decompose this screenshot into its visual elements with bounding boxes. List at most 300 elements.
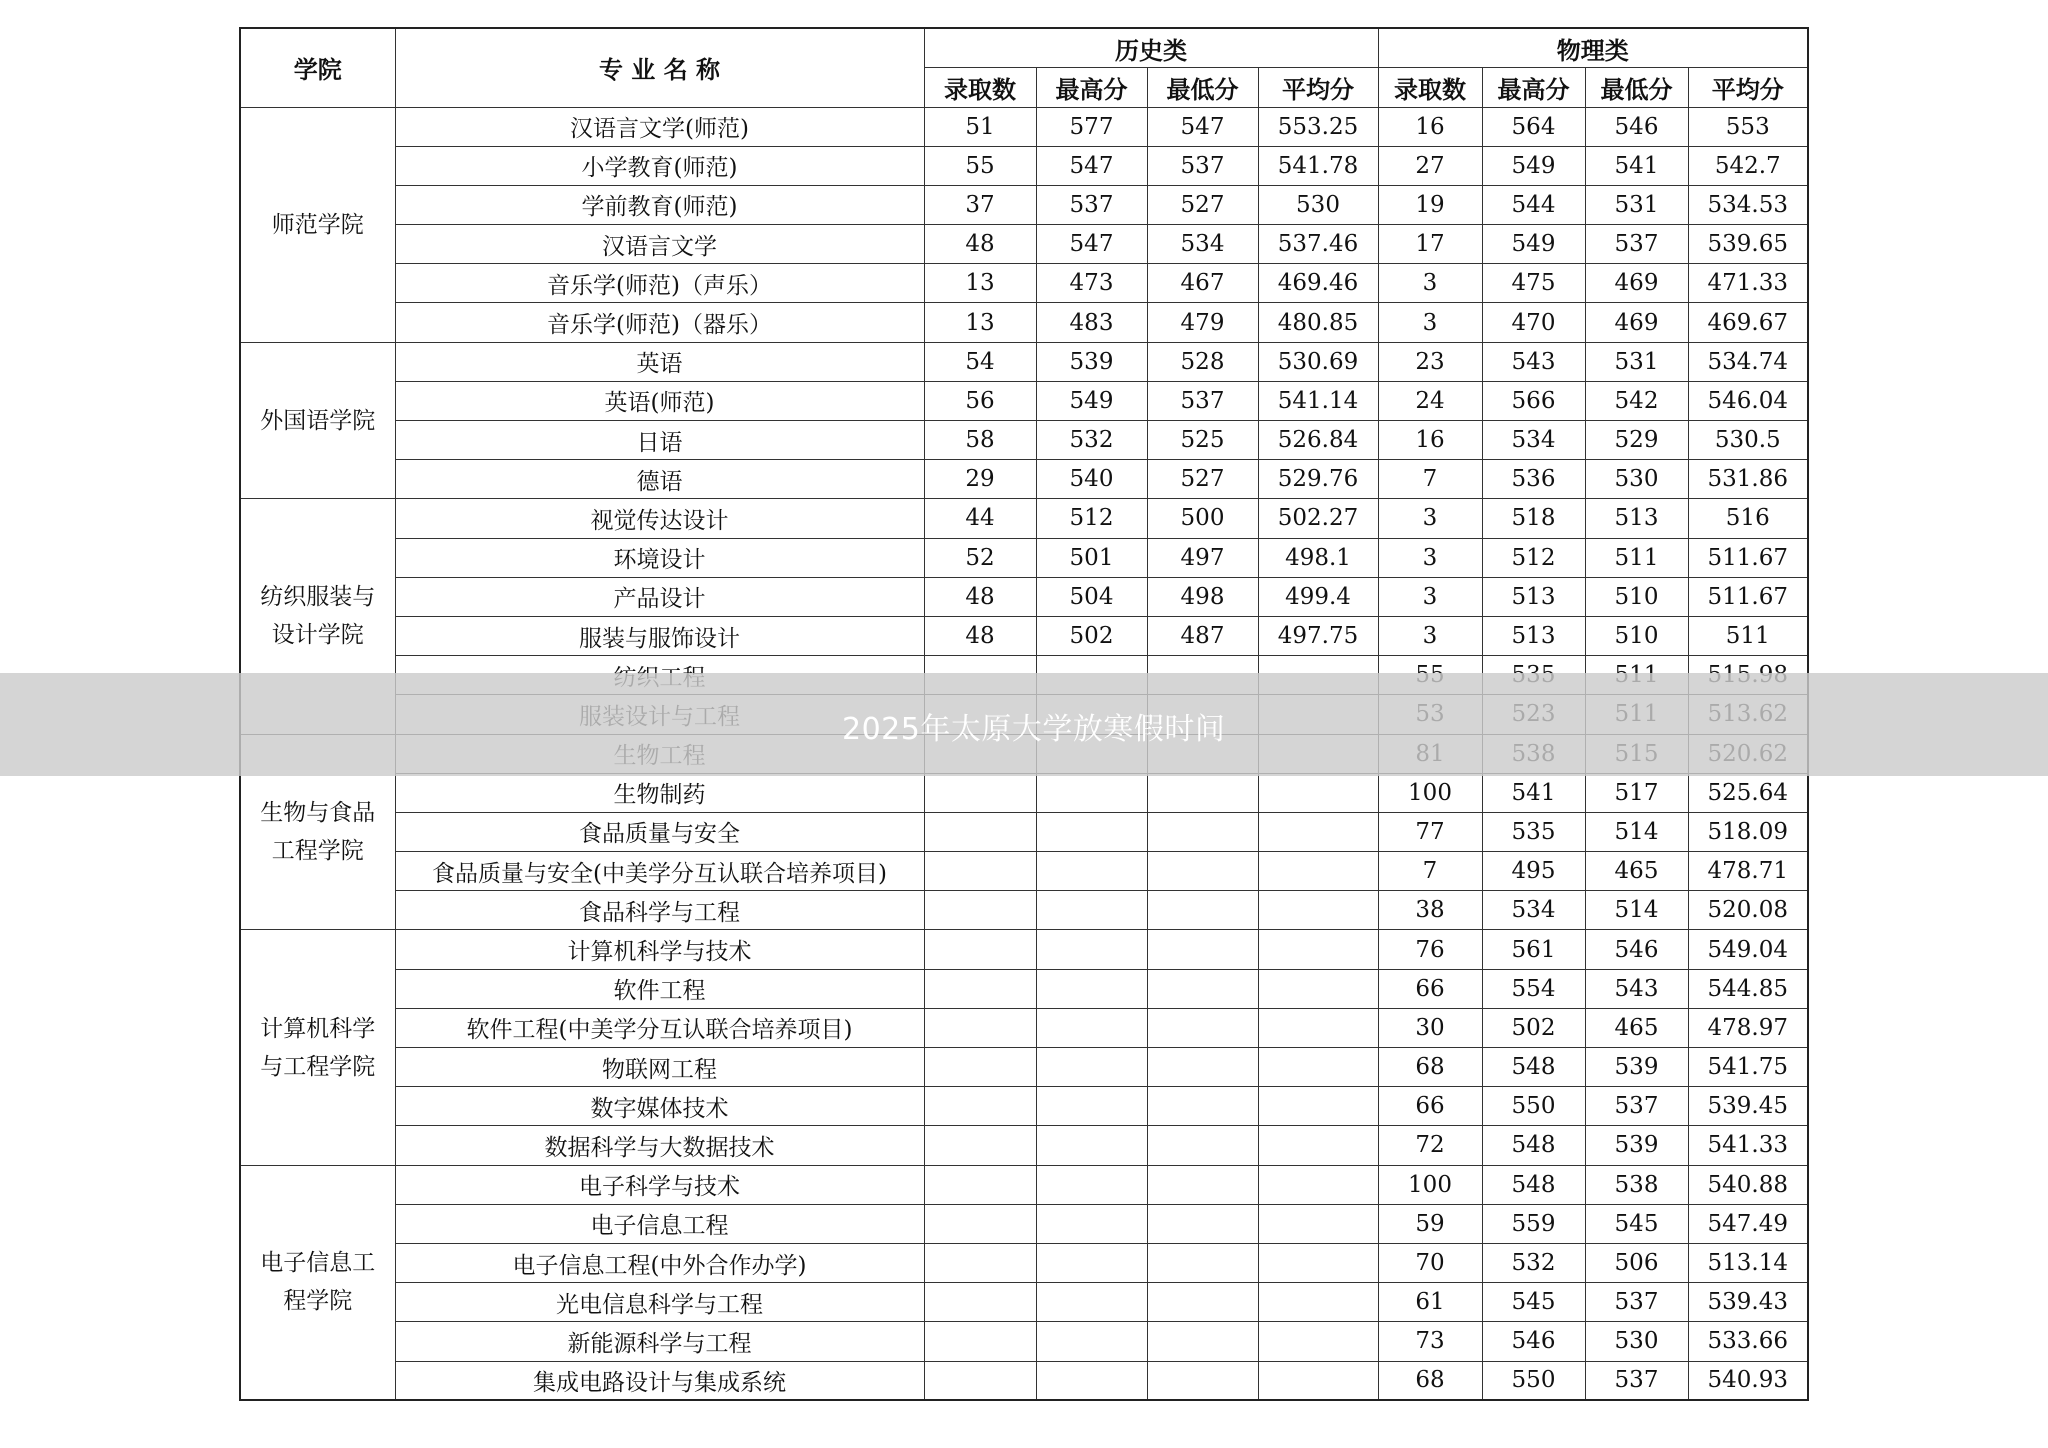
table-row (240, 421, 1808, 460)
history-admitted-cell (924, 930, 1036, 969)
physics-admitted-cell: 3 (1378, 264, 1482, 303)
header-major: 专 业 名 称 (395, 28, 924, 107)
history-avg-cell: 553.25 (1258, 107, 1378, 146)
physics-max-cell: 545 (1482, 1283, 1585, 1322)
physics-max-cell: 502 (1482, 1008, 1585, 1047)
physics-admitted-cell: 38 (1378, 891, 1482, 930)
header-history-max: 最高分 (1036, 68, 1147, 108)
history-min-cell (1147, 1361, 1258, 1400)
physics-avg-cell: 478.97 (1688, 1008, 1808, 1047)
physics-max-cell: 554 (1482, 969, 1585, 1008)
table-row (240, 852, 1808, 891)
physics-avg-cell: 541.75 (1688, 1048, 1808, 1087)
major-cell: 电子信息工程 (395, 1204, 924, 1243)
table-row (240, 1126, 1808, 1165)
physics-admitted-cell: 3 (1378, 616, 1482, 655)
history-max-cell (1036, 1087, 1147, 1126)
physics-avg-cell: 525.64 (1688, 773, 1808, 812)
history-admitted-cell (924, 1008, 1036, 1047)
physics-admitted-cell: 3 (1378, 538, 1482, 577)
physics-avg-cell: 539.65 (1688, 225, 1808, 264)
physics-admitted-cell: 27 (1378, 146, 1482, 185)
history-min-cell: 479 (1147, 303, 1258, 342)
table-row (240, 225, 1808, 264)
history-max-cell: 547 (1036, 146, 1147, 185)
history-max-cell: 501 (1036, 538, 1147, 577)
table-row (240, 577, 1808, 616)
history-min-cell (1147, 773, 1258, 812)
history-min-cell (1147, 812, 1258, 851)
history-min-cell (1147, 1243, 1258, 1282)
major-cell: 汉语言文学 (395, 225, 924, 264)
physics-max-cell: 559 (1482, 1204, 1585, 1243)
physics-min-cell: 537 (1585, 1087, 1688, 1126)
physics-min-cell: 538 (1585, 1165, 1688, 1204)
physics-admitted-cell: 70 (1378, 1243, 1482, 1282)
history-min-cell: 500 (1147, 499, 1258, 538)
physics-max-cell: 518 (1482, 499, 1585, 538)
physics-admitted-cell: 66 (1378, 969, 1482, 1008)
physics-avg-cell: 531.86 (1688, 460, 1808, 499)
physics-min-cell: 531 (1585, 342, 1688, 381)
physics-max-cell: 548 (1482, 1165, 1585, 1204)
header-history-min: 最低分 (1147, 68, 1258, 108)
physics-avg-cell: 520.08 (1688, 891, 1808, 930)
physics-max-cell: 535 (1482, 812, 1585, 851)
history-min-cell (1147, 852, 1258, 891)
history-admitted-cell (924, 891, 1036, 930)
header-physics-group: 物理类 (1378, 28, 1808, 68)
history-max-cell: 549 (1036, 381, 1147, 420)
history-max-cell: 547 (1036, 225, 1147, 264)
physics-avg-cell: 516 (1688, 499, 1808, 538)
major-cell: 软件工程(中美学分互认联合培养项目) (395, 1008, 924, 1047)
physics-min-cell: 541 (1585, 146, 1688, 185)
physics-max-cell: 513 (1482, 616, 1585, 655)
history-avg-cell (1258, 1087, 1378, 1126)
history-admitted-cell: 48 (924, 616, 1036, 655)
physics-avg-cell: 533.66 (1688, 1322, 1808, 1361)
table-row (240, 146, 1808, 185)
physics-admitted-cell: 77 (1378, 812, 1482, 851)
history-min-cell (1147, 1048, 1258, 1087)
history-avg-cell: 497.75 (1258, 616, 1378, 655)
history-avg-cell (1258, 1008, 1378, 1047)
table-row (240, 1048, 1808, 1087)
physics-min-cell: 510 (1585, 577, 1688, 616)
major-cell: 音乐学(师范)（声乐） (395, 264, 924, 303)
history-admitted-cell (924, 1048, 1036, 1087)
history-avg-cell: 502.27 (1258, 499, 1378, 538)
history-avg-cell (1258, 930, 1378, 969)
history-avg-cell: 537.46 (1258, 225, 1378, 264)
table-row (240, 381, 1808, 420)
history-max-cell: 512 (1036, 499, 1147, 538)
history-avg-cell (1258, 1048, 1378, 1087)
history-admitted-cell: 52 (924, 538, 1036, 577)
table-row (240, 107, 1808, 146)
history-avg-cell: 529.76 (1258, 460, 1378, 499)
major-cell: 服装与服饰设计 (395, 616, 924, 655)
history-admitted-cell (924, 1243, 1036, 1282)
table-row (240, 1087, 1808, 1126)
physics-max-cell: 549 (1482, 146, 1585, 185)
college-cell: 电子信息工程学院 (240, 1165, 395, 1400)
physics-max-cell: 548 (1482, 1048, 1585, 1087)
physics-max-cell: 534 (1482, 891, 1585, 930)
physics-min-cell: 530 (1585, 460, 1688, 499)
physics-admitted-cell: 16 (1378, 107, 1482, 146)
table-row (240, 342, 1808, 381)
physics-avg-cell: 546.04 (1688, 381, 1808, 420)
physics-avg-cell: 544.85 (1688, 969, 1808, 1008)
history-max-cell: 473 (1036, 264, 1147, 303)
physics-min-cell: 545 (1585, 1204, 1688, 1243)
history-min-cell (1147, 1322, 1258, 1361)
history-min-cell: 547 (1147, 107, 1258, 146)
table-row (240, 616, 1808, 655)
history-max-cell: 577 (1036, 107, 1147, 146)
table-row (240, 969, 1808, 1008)
physics-admitted-cell: 59 (1378, 1204, 1482, 1243)
history-admitted-cell: 48 (924, 577, 1036, 616)
history-min-cell (1147, 1008, 1258, 1047)
physics-max-cell: 564 (1482, 107, 1585, 146)
physics-admitted-cell: 7 (1378, 852, 1482, 891)
history-min-cell: 527 (1147, 460, 1258, 499)
college-cell: 生物与食品工程学院 (240, 734, 395, 930)
physics-max-cell: 495 (1482, 852, 1585, 891)
table-row (240, 1283, 1808, 1322)
physics-min-cell: 465 (1585, 852, 1688, 891)
history-avg-cell (1258, 1283, 1378, 1322)
table-row (240, 1008, 1808, 1047)
history-max-cell (1036, 812, 1147, 851)
physics-min-cell: 469 (1585, 264, 1688, 303)
history-min-cell (1147, 1087, 1258, 1126)
header-college: 学院 (240, 28, 395, 107)
banner-text[interactable]: 2025年太原大学放寒假时间 (842, 712, 1226, 747)
header-history-admitted: 录取数 (924, 68, 1036, 108)
major-cell: 汉语言文学(师范) (395, 107, 924, 146)
physics-admitted-cell: 100 (1378, 1165, 1482, 1204)
physics-min-cell: 529 (1585, 421, 1688, 460)
history-admitted-cell: 29 (924, 460, 1036, 499)
history-min-cell (1147, 1204, 1258, 1243)
major-cell: 光电信息科学与工程 (395, 1283, 924, 1322)
physics-avg-cell: 540.93 (1688, 1361, 1808, 1400)
history-min-cell: 534 (1147, 225, 1258, 264)
major-cell: 音乐学(师范)（器乐） (395, 303, 924, 342)
physics-max-cell: 534 (1482, 421, 1585, 460)
history-min-cell (1147, 1283, 1258, 1322)
history-max-cell (1036, 1165, 1147, 1204)
history-avg-cell (1258, 1243, 1378, 1282)
physics-admitted-cell: 30 (1378, 1008, 1482, 1047)
physics-admitted-cell: 68 (1378, 1361, 1482, 1400)
major-cell: 产品设计 (395, 577, 924, 616)
physics-min-cell: 542 (1585, 381, 1688, 420)
physics-avg-cell: 534.53 (1688, 185, 1808, 224)
history-avg-cell: 480.85 (1258, 303, 1378, 342)
history-admitted-cell: 44 (924, 499, 1036, 538)
table-row (240, 460, 1808, 499)
table-row (240, 1165, 1808, 1204)
history-avg-cell (1258, 969, 1378, 1008)
physics-admitted-cell: 61 (1378, 1283, 1482, 1322)
history-avg-cell (1258, 773, 1378, 812)
history-admitted-cell: 56 (924, 381, 1036, 420)
physics-avg-cell: 511.67 (1688, 577, 1808, 616)
physics-avg-cell: 513.14 (1688, 1243, 1808, 1282)
physics-admitted-cell: 7 (1378, 460, 1482, 499)
physics-max-cell: 512 (1482, 538, 1585, 577)
table-row (240, 538, 1808, 577)
table-row (240, 773, 1808, 812)
history-admitted-cell: 58 (924, 421, 1036, 460)
major-cell: 英语 (395, 342, 924, 381)
physics-avg-cell: 549.04 (1688, 930, 1808, 969)
physics-max-cell: 548 (1482, 1126, 1585, 1165)
history-max-cell (1036, 1126, 1147, 1165)
physics-min-cell: 513 (1585, 499, 1688, 538)
physics-avg-cell: 542.7 (1688, 146, 1808, 185)
history-avg-cell (1258, 1361, 1378, 1400)
major-cell: 食品质量与安全 (395, 812, 924, 851)
physics-max-cell: 543 (1482, 342, 1585, 381)
history-avg-cell (1258, 1126, 1378, 1165)
major-cell: 环境设计 (395, 538, 924, 577)
table-row (240, 1322, 1808, 1361)
history-min-cell (1147, 1165, 1258, 1204)
history-avg-cell: 530 (1258, 185, 1378, 224)
major-cell: 食品质量与安全(中美学分互认联合培养项目) (395, 852, 924, 891)
physics-admitted-cell: 23 (1378, 342, 1482, 381)
physics-admitted-cell: 66 (1378, 1087, 1482, 1126)
history-min-cell: 537 (1147, 381, 1258, 420)
physics-max-cell: 541 (1482, 773, 1585, 812)
physics-admitted-cell: 19 (1378, 185, 1482, 224)
history-admitted-cell (924, 1126, 1036, 1165)
history-max-cell: 539 (1036, 342, 1147, 381)
physics-max-cell: 475 (1482, 264, 1585, 303)
history-admitted-cell: 48 (924, 225, 1036, 264)
table-row (240, 1204, 1808, 1243)
history-max-cell (1036, 1204, 1147, 1243)
physics-max-cell: 546 (1482, 1322, 1585, 1361)
physics-admitted-cell: 100 (1378, 773, 1482, 812)
header-history-avg: 平均分 (1258, 68, 1378, 108)
history-admitted-cell (924, 969, 1036, 1008)
history-max-cell (1036, 930, 1147, 969)
physics-max-cell: 470 (1482, 303, 1585, 342)
physics-avg-cell: 553 (1688, 107, 1808, 146)
history-admitted-cell: 13 (924, 303, 1036, 342)
history-admitted-cell (924, 1361, 1036, 1400)
header-history-group: 历史类 (924, 28, 1378, 68)
header-physics-avg: 平均分 (1688, 68, 1808, 108)
history-max-cell: 504 (1036, 577, 1147, 616)
physics-max-cell: 550 (1482, 1361, 1585, 1400)
physics-min-cell: 517 (1585, 773, 1688, 812)
physics-avg-cell: 539.45 (1688, 1087, 1808, 1126)
history-avg-cell (1258, 852, 1378, 891)
history-admitted-cell (924, 1087, 1036, 1126)
major-cell: 软件工程 (395, 969, 924, 1008)
history-admitted-cell: 51 (924, 107, 1036, 146)
physics-avg-cell: 511 (1688, 616, 1808, 655)
history-max-cell: 532 (1036, 421, 1147, 460)
physics-max-cell: 532 (1482, 1243, 1585, 1282)
physics-admitted-cell: 68 (1378, 1048, 1482, 1087)
history-min-cell: 487 (1147, 616, 1258, 655)
major-cell: 集成电路设计与集成系统 (395, 1361, 924, 1400)
history-max-cell: 537 (1036, 185, 1147, 224)
history-min-cell: 497 (1147, 538, 1258, 577)
history-avg-cell (1258, 812, 1378, 851)
physics-avg-cell: 540.88 (1688, 1165, 1808, 1204)
college-cell: 纺织服装与设计学院 (240, 499, 395, 734)
history-min-cell (1147, 1126, 1258, 1165)
physics-admitted-cell: 76 (1378, 930, 1482, 969)
major-cell: 物联网工程 (395, 1048, 924, 1087)
history-max-cell: 502 (1036, 616, 1147, 655)
history-admitted-cell (924, 852, 1036, 891)
table-row (240, 891, 1808, 930)
history-max-cell (1036, 1283, 1147, 1322)
table-row (240, 264, 1808, 303)
history-admitted-cell (924, 1283, 1036, 1322)
history-max-cell (1036, 891, 1147, 930)
history-max-cell (1036, 1008, 1147, 1047)
physics-max-cell: 566 (1482, 381, 1585, 420)
physics-min-cell: 531 (1585, 185, 1688, 224)
history-avg-cell (1258, 1204, 1378, 1243)
physics-admitted-cell: 24 (1378, 381, 1482, 420)
physics-min-cell: 539 (1585, 1126, 1688, 1165)
major-cell: 电子信息工程(中外合作办学) (395, 1243, 924, 1282)
physics-avg-cell: 541.33 (1688, 1126, 1808, 1165)
physics-min-cell: 506 (1585, 1243, 1688, 1282)
physics-avg-cell: 469.67 (1688, 303, 1808, 342)
physics-min-cell: 546 (1585, 930, 1688, 969)
history-admitted-cell (924, 1165, 1036, 1204)
history-admitted-cell (924, 773, 1036, 812)
history-min-cell: 527 (1147, 185, 1258, 224)
history-min-cell: 528 (1147, 342, 1258, 381)
table-row (240, 812, 1808, 851)
major-cell: 电子科学与技术 (395, 1165, 924, 1204)
history-max-cell (1036, 1361, 1147, 1400)
physics-min-cell: 530 (1585, 1322, 1688, 1361)
history-max-cell: 483 (1036, 303, 1147, 342)
major-cell: 小学教育(师范) (395, 146, 924, 185)
physics-admitted-cell: 3 (1378, 303, 1482, 342)
physics-admitted-cell: 3 (1378, 577, 1482, 616)
physics-min-cell: 510 (1585, 616, 1688, 655)
table-row (240, 1361, 1808, 1400)
physics-avg-cell: 530.5 (1688, 421, 1808, 460)
table-row (240, 1243, 1808, 1282)
history-avg-cell (1258, 1322, 1378, 1361)
table-row (240, 499, 1808, 538)
college-cell: 外国语学院 (240, 342, 395, 499)
physics-min-cell: 514 (1585, 891, 1688, 930)
history-max-cell (1036, 1048, 1147, 1087)
physics-avg-cell: 539.43 (1688, 1283, 1808, 1322)
major-cell: 计算机科学与技术 (395, 930, 924, 969)
physics-avg-cell: 511.67 (1688, 538, 1808, 577)
history-max-cell (1036, 773, 1147, 812)
history-avg-cell: 530.69 (1258, 342, 1378, 381)
physics-avg-cell: 471.33 (1688, 264, 1808, 303)
physics-max-cell: 549 (1482, 225, 1585, 264)
major-cell: 视觉传达设计 (395, 499, 924, 538)
physics-admitted-cell: 73 (1378, 1322, 1482, 1361)
physics-min-cell: 537 (1585, 1283, 1688, 1322)
physics-min-cell: 469 (1585, 303, 1688, 342)
physics-max-cell: 561 (1482, 930, 1585, 969)
history-admitted-cell: 54 (924, 342, 1036, 381)
physics-min-cell: 539 (1585, 1048, 1688, 1087)
major-cell: 日语 (395, 421, 924, 460)
physics-min-cell: 465 (1585, 1008, 1688, 1047)
history-max-cell (1036, 1243, 1147, 1282)
history-min-cell: 525 (1147, 421, 1258, 460)
physics-admitted-cell: 3 (1378, 499, 1482, 538)
physics-admitted-cell: 16 (1378, 421, 1482, 460)
table-row (240, 185, 1808, 224)
history-admitted-cell (924, 1322, 1036, 1361)
history-avg-cell: 469.46 (1258, 264, 1378, 303)
history-max-cell (1036, 852, 1147, 891)
physics-max-cell: 544 (1482, 185, 1585, 224)
history-min-cell (1147, 969, 1258, 1008)
physics-max-cell: 513 (1482, 577, 1585, 616)
physics-avg-cell: 518.09 (1688, 812, 1808, 851)
major-cell: 生物制药 (395, 773, 924, 812)
history-avg-cell: 526.84 (1258, 421, 1378, 460)
history-avg-cell (1258, 891, 1378, 930)
physics-min-cell: 514 (1585, 812, 1688, 851)
history-avg-cell (1258, 1165, 1378, 1204)
physics-max-cell: 536 (1482, 460, 1585, 499)
history-avg-cell: 499.4 (1258, 577, 1378, 616)
history-max-cell: 540 (1036, 460, 1147, 499)
history-min-cell: 537 (1147, 146, 1258, 185)
major-cell: 新能源科学与工程 (395, 1322, 924, 1361)
physics-min-cell: 543 (1585, 969, 1688, 1008)
physics-avg-cell: 478.71 (1688, 852, 1808, 891)
history-admitted-cell: 13 (924, 264, 1036, 303)
header-physics-admitted: 录取数 (1378, 68, 1482, 108)
physics-avg-cell: 534.74 (1688, 342, 1808, 381)
history-admitted-cell: 55 (924, 146, 1036, 185)
physics-avg-cell: 547.49 (1688, 1204, 1808, 1243)
history-admitted-cell: 37 (924, 185, 1036, 224)
history-avg-cell: 541.78 (1258, 146, 1378, 185)
major-cell: 数字媒体技术 (395, 1087, 924, 1126)
history-admitted-cell (924, 812, 1036, 851)
physics-admitted-cell: 17 (1378, 225, 1482, 264)
history-avg-cell: 498.1 (1258, 538, 1378, 577)
history-min-cell (1147, 891, 1258, 930)
history-min-cell: 467 (1147, 264, 1258, 303)
history-min-cell (1147, 930, 1258, 969)
physics-min-cell: 537 (1585, 1361, 1688, 1400)
college-cell: 计算机科学与工程学院 (240, 930, 395, 1165)
history-avg-cell: 541.14 (1258, 381, 1378, 420)
